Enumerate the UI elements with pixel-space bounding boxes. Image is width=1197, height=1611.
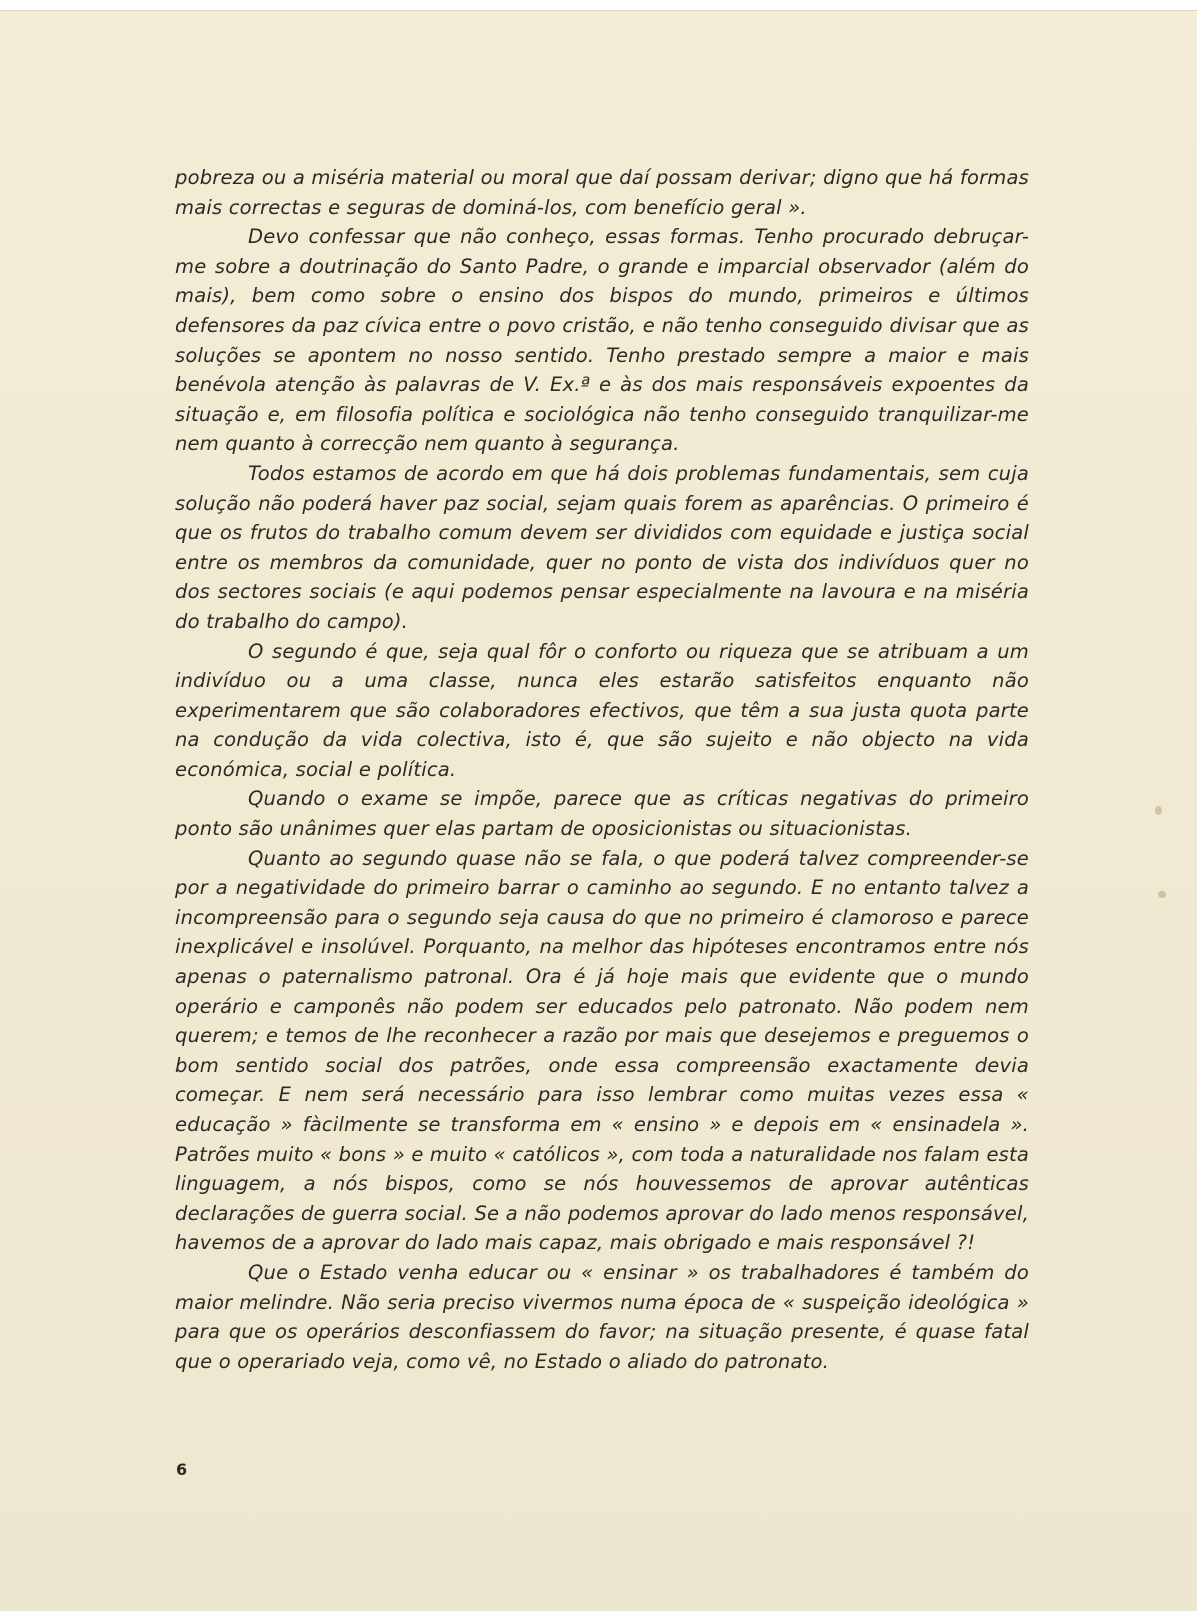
paper-stain: [1158, 891, 1166, 898]
paragraph-2: Devo confessar que não conheço, essas formas. Tenho procurado debruçar-me sobre a doutrinação do Santo Padre, o grande e imparcial observador (além do mais), bem como sobre o ensino dos bispos do mundo, primeiros e últimos defensores da paz cívica entre o povo cristão, e não tenho conseguido divisar que as soluções se apontem no nosso sentido. Tenho prestado sempre a maior e mais benévola atenção às palavras de V. Ex.ª e às dos mais responsáveis expoentes da situação e, em filosofia política e sociológica não tenho conseguido tranquilizar-me nem quanto à correcção nem quanto à segurança.: [175, 225, 1029, 456]
paragraph-7: Que o Estado venha educar ou « ensinar » os trabalhadores é também do maior melindre. Não seria preciso vivermos numa época de « suspeição ideológica » para que os operários desconfiassem do favor; na situação presente, é quase fatal que o operariado veja, como vê, no Estado o aliado do patronato.: [175, 1260, 1029, 1373]
body-text: [175, 163, 1029, 1376]
paragraph-3: Todos estamos de acordo em que há dois problemas fundamentais, sem cuja solução não poderá haver paz social, sejam quais forem as aparências. O primeiro é que os frutos do trabalho comum devem ser divididos com equidade e justiça social entre os membros da comunidade, quer no ponto de vista dos indivíduos quer no dos sectores sociais (e aqui podemos pensar especialmente na lavoura e na miséria do trabalho do campo).: [175, 461, 1029, 633]
scan-top-edge: [0, 0, 1197, 11]
page-number: 6: [176, 1460, 188, 1479]
paragraph-1: pobreza ou a miséria material ou moral que daí possam derivar; digno que há formas mais correctas e seguras de dominá-los, com benefício geral ».: [175, 166, 1029, 219]
paragraph-5: Quando o exame se impõe, parece que as críticas negativas do primeiro ponto são unânimes quer elas partam de oposicionistas ou situacionistas.: [175, 787, 1029, 841]
paragraph-4: O segundo é que, seja qual fôr o conforto ou riqueza que se atribuam a um indivíduo ou a uma classe, nunca eles estarão satisfeitos enquanto não experimentarem que são colaboradores efectivos, que têm a sua justa quota parte na condução da vida colectiva, isto é, que são sujeito e não objecto na vida económica, social e política.: [175, 639, 1029, 781]
paper-stain: [1155, 806, 1162, 815]
paragraph-6: Quanto ao segundo quase não se fala, o que poderá talvez compreender-se por a negatividade do primeiro barrar o caminho ao segundo. E no entanto talvez a incompreensão para o segundo seja causa do que no primeiro é clamoroso e parece inexplicável e insolúvel. Porquanto, na melhor das hipóteses encontramos entre nós apenas o paternalismo patronal. Ora é já hoje mais que evidente que o mundo operário e camponês não podem ser educados pelo patronato. Não podem nem querem; e temos de lhe reconhecer a razão por mais que desejemos e preguemos o bom sentido social dos patrões, onde essa compreensão exactamente devia começar. E nem será necessário para isso lembrar como muitas vezes essa « educação » fàcilmente se transforma em « ensino » e depois em « ensinadela ». Patrões muito « bons » e muito « católicos », com toda a naturalidade nos falam esta linguagem, a nós bispos, como se nós houvessemos de aprovar autênticas declarações de guerra social. Se a não podemos aprovar do lado menos responsável, havemos de a aprovar do lado mais capaz, mais obrigado e mais responsável ?!: [175, 846, 1029, 1255]
